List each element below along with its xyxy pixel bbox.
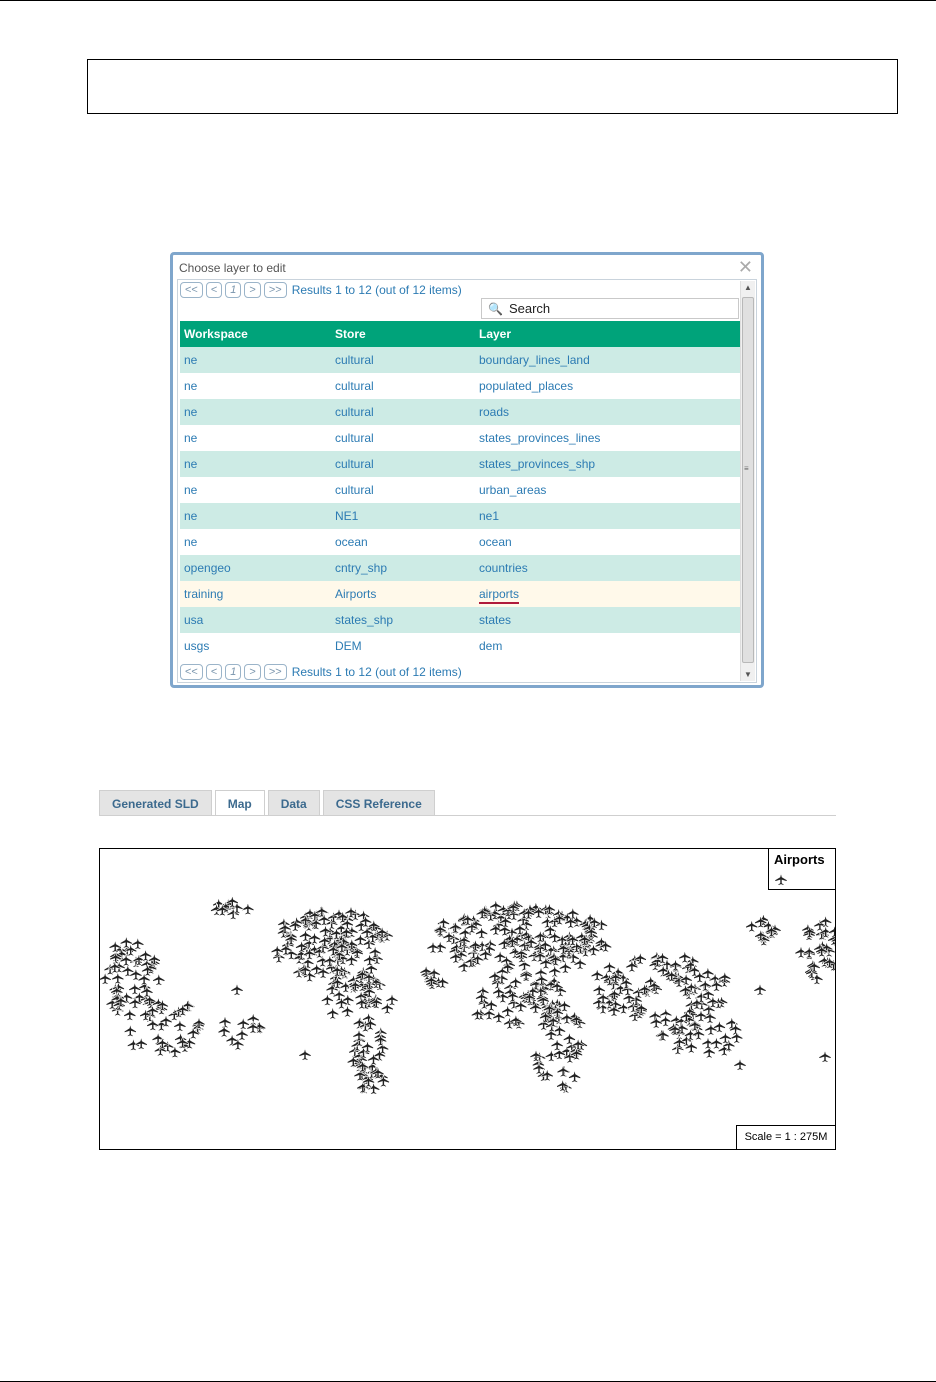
store-cell: cultural	[335, 483, 374, 497]
layer-link[interactable]: populated_places	[479, 379, 574, 393]
last-page-button[interactable]: >>	[264, 282, 287, 298]
store-cell: states_shp	[335, 613, 394, 627]
layer-link[interactable]: urban_areas	[479, 483, 547, 497]
grip-icon: ≡	[744, 464, 749, 473]
vertical-scrollbar[interactable]	[740, 281, 755, 681]
store-cell: cntry_shp	[335, 561, 388, 575]
table-row[interactable]	[180, 425, 741, 451]
store-cell: Airports	[335, 587, 377, 601]
table-row[interactable]	[180, 503, 741, 529]
first-page-button[interactable]: <<	[180, 664, 203, 680]
store-cell: cultural	[335, 353, 374, 367]
layer-link[interactable]: roads	[479, 405, 510, 419]
layer-link[interactable]: airports	[475, 587, 741, 601]
table-row[interactable]	[180, 399, 741, 425]
workspace-cell: usgs	[184, 639, 210, 653]
workspace-cell: ne	[184, 483, 198, 497]
dialog-title: Choose layer to edit	[179, 261, 286, 275]
pager-top	[180, 281, 462, 299]
table-row[interactable]	[180, 477, 741, 503]
legend-title: Airports	[774, 852, 825, 867]
table-header	[180, 321, 741, 347]
search-icon: 🔍	[488, 301, 503, 316]
code-box	[87, 59, 898, 114]
table-row[interactable]	[180, 607, 741, 633]
tab-bar	[99, 790, 438, 816]
workspace-cell: usa	[184, 613, 204, 627]
workspace-cell: ne	[184, 431, 198, 445]
tab-data[interactable]: Data	[268, 790, 320, 816]
search-placeholder: Search	[508, 301, 551, 316]
column-header-store[interactable]: Store	[335, 327, 366, 341]
results-info: Results 1 to 12 (out of 12 items)	[291, 283, 462, 297]
tab-css-reference[interactable]: CSS Reference	[323, 790, 435, 816]
table-row[interactable]	[180, 451, 741, 477]
tab-generated-sld[interactable]: Generated SLD	[99, 790, 212, 816]
top-rule	[0, 0, 936, 1]
workspace-cell: ne	[184, 535, 198, 549]
workspace-cell: ne	[184, 457, 198, 471]
scroll-down-icon[interactable]: ▼	[744, 670, 752, 679]
layer-link[interactable]: states_provinces_shp	[479, 457, 596, 471]
column-header-workspace[interactable]: Workspace	[184, 327, 248, 341]
workspace-cell: ne	[184, 353, 198, 367]
page-number-button[interactable]: 1	[225, 664, 241, 680]
layer-table	[180, 321, 741, 659]
table-row[interactable]	[180, 633, 741, 659]
scale-label: Scale = 1 : 275M	[736, 1125, 835, 1149]
store-cell: cultural	[335, 431, 374, 445]
prev-page-button[interactable]: <	[206, 282, 222, 298]
close-icon[interactable]: ✕	[737, 257, 753, 277]
map-legend	[768, 849, 835, 890]
layer-link[interactable]: countries	[479, 561, 528, 575]
table-row[interactable]	[180, 529, 741, 555]
workspace-cell: ne	[184, 509, 198, 523]
workspace-cell: ne	[184, 405, 198, 419]
next-page-button[interactable]: >	[244, 282, 260, 298]
plane-icon	[773, 871, 789, 887]
first-page-button[interactable]: <<	[180, 282, 203, 298]
tab-map[interactable]: Map	[215, 790, 265, 816]
store-cell: cultural	[335, 405, 374, 419]
workspace-cell: opengeo	[184, 561, 231, 575]
store-cell: cultural	[335, 457, 374, 471]
layer-link[interactable]: states_provinces_lines	[479, 431, 601, 445]
tab-divider	[99, 815, 836, 816]
workspace-cell: ne	[184, 379, 198, 393]
search-input[interactable]	[481, 298, 739, 319]
column-header-layer[interactable]: Layer	[479, 327, 512, 341]
workspace-cell: training	[184, 587, 224, 601]
pager-bottom	[180, 663, 462, 681]
store-cell: NE1	[335, 509, 359, 523]
store-cell: cultural	[335, 379, 374, 393]
airports-map	[100, 849, 836, 1150]
layer-link[interactable]: ocean	[479, 535, 512, 549]
map-preview[interactable]	[99, 848, 836, 1150]
scroll-up-icon[interactable]: ▲	[744, 283, 752, 292]
scrollbar-thumb[interactable]	[742, 297, 754, 663]
results-info: Results 1 to 12 (out of 12 items)	[291, 665, 462, 679]
layer-link[interactable]: ne1	[479, 509, 500, 523]
layer-link[interactable]: states	[479, 613, 512, 627]
layer-link[interactable]: boundary_lines_land	[479, 353, 590, 367]
last-page-button[interactable]: >>	[264, 664, 287, 680]
next-page-button[interactable]: >	[244, 664, 260, 680]
choose-layer-dialog	[170, 252, 764, 688]
table-row[interactable]	[180, 373, 741, 399]
page-number-button[interactable]: 1	[225, 282, 241, 298]
store-cell: ocean	[335, 535, 368, 549]
table-row[interactable]	[180, 555, 741, 581]
dialog-content	[177, 279, 757, 683]
prev-page-button[interactable]: <	[206, 664, 222, 680]
layer-link[interactable]: dem	[479, 639, 503, 653]
store-cell: DEM	[335, 639, 362, 653]
table-row[interactable]	[180, 581, 741, 607]
table-row[interactable]	[180, 347, 741, 373]
